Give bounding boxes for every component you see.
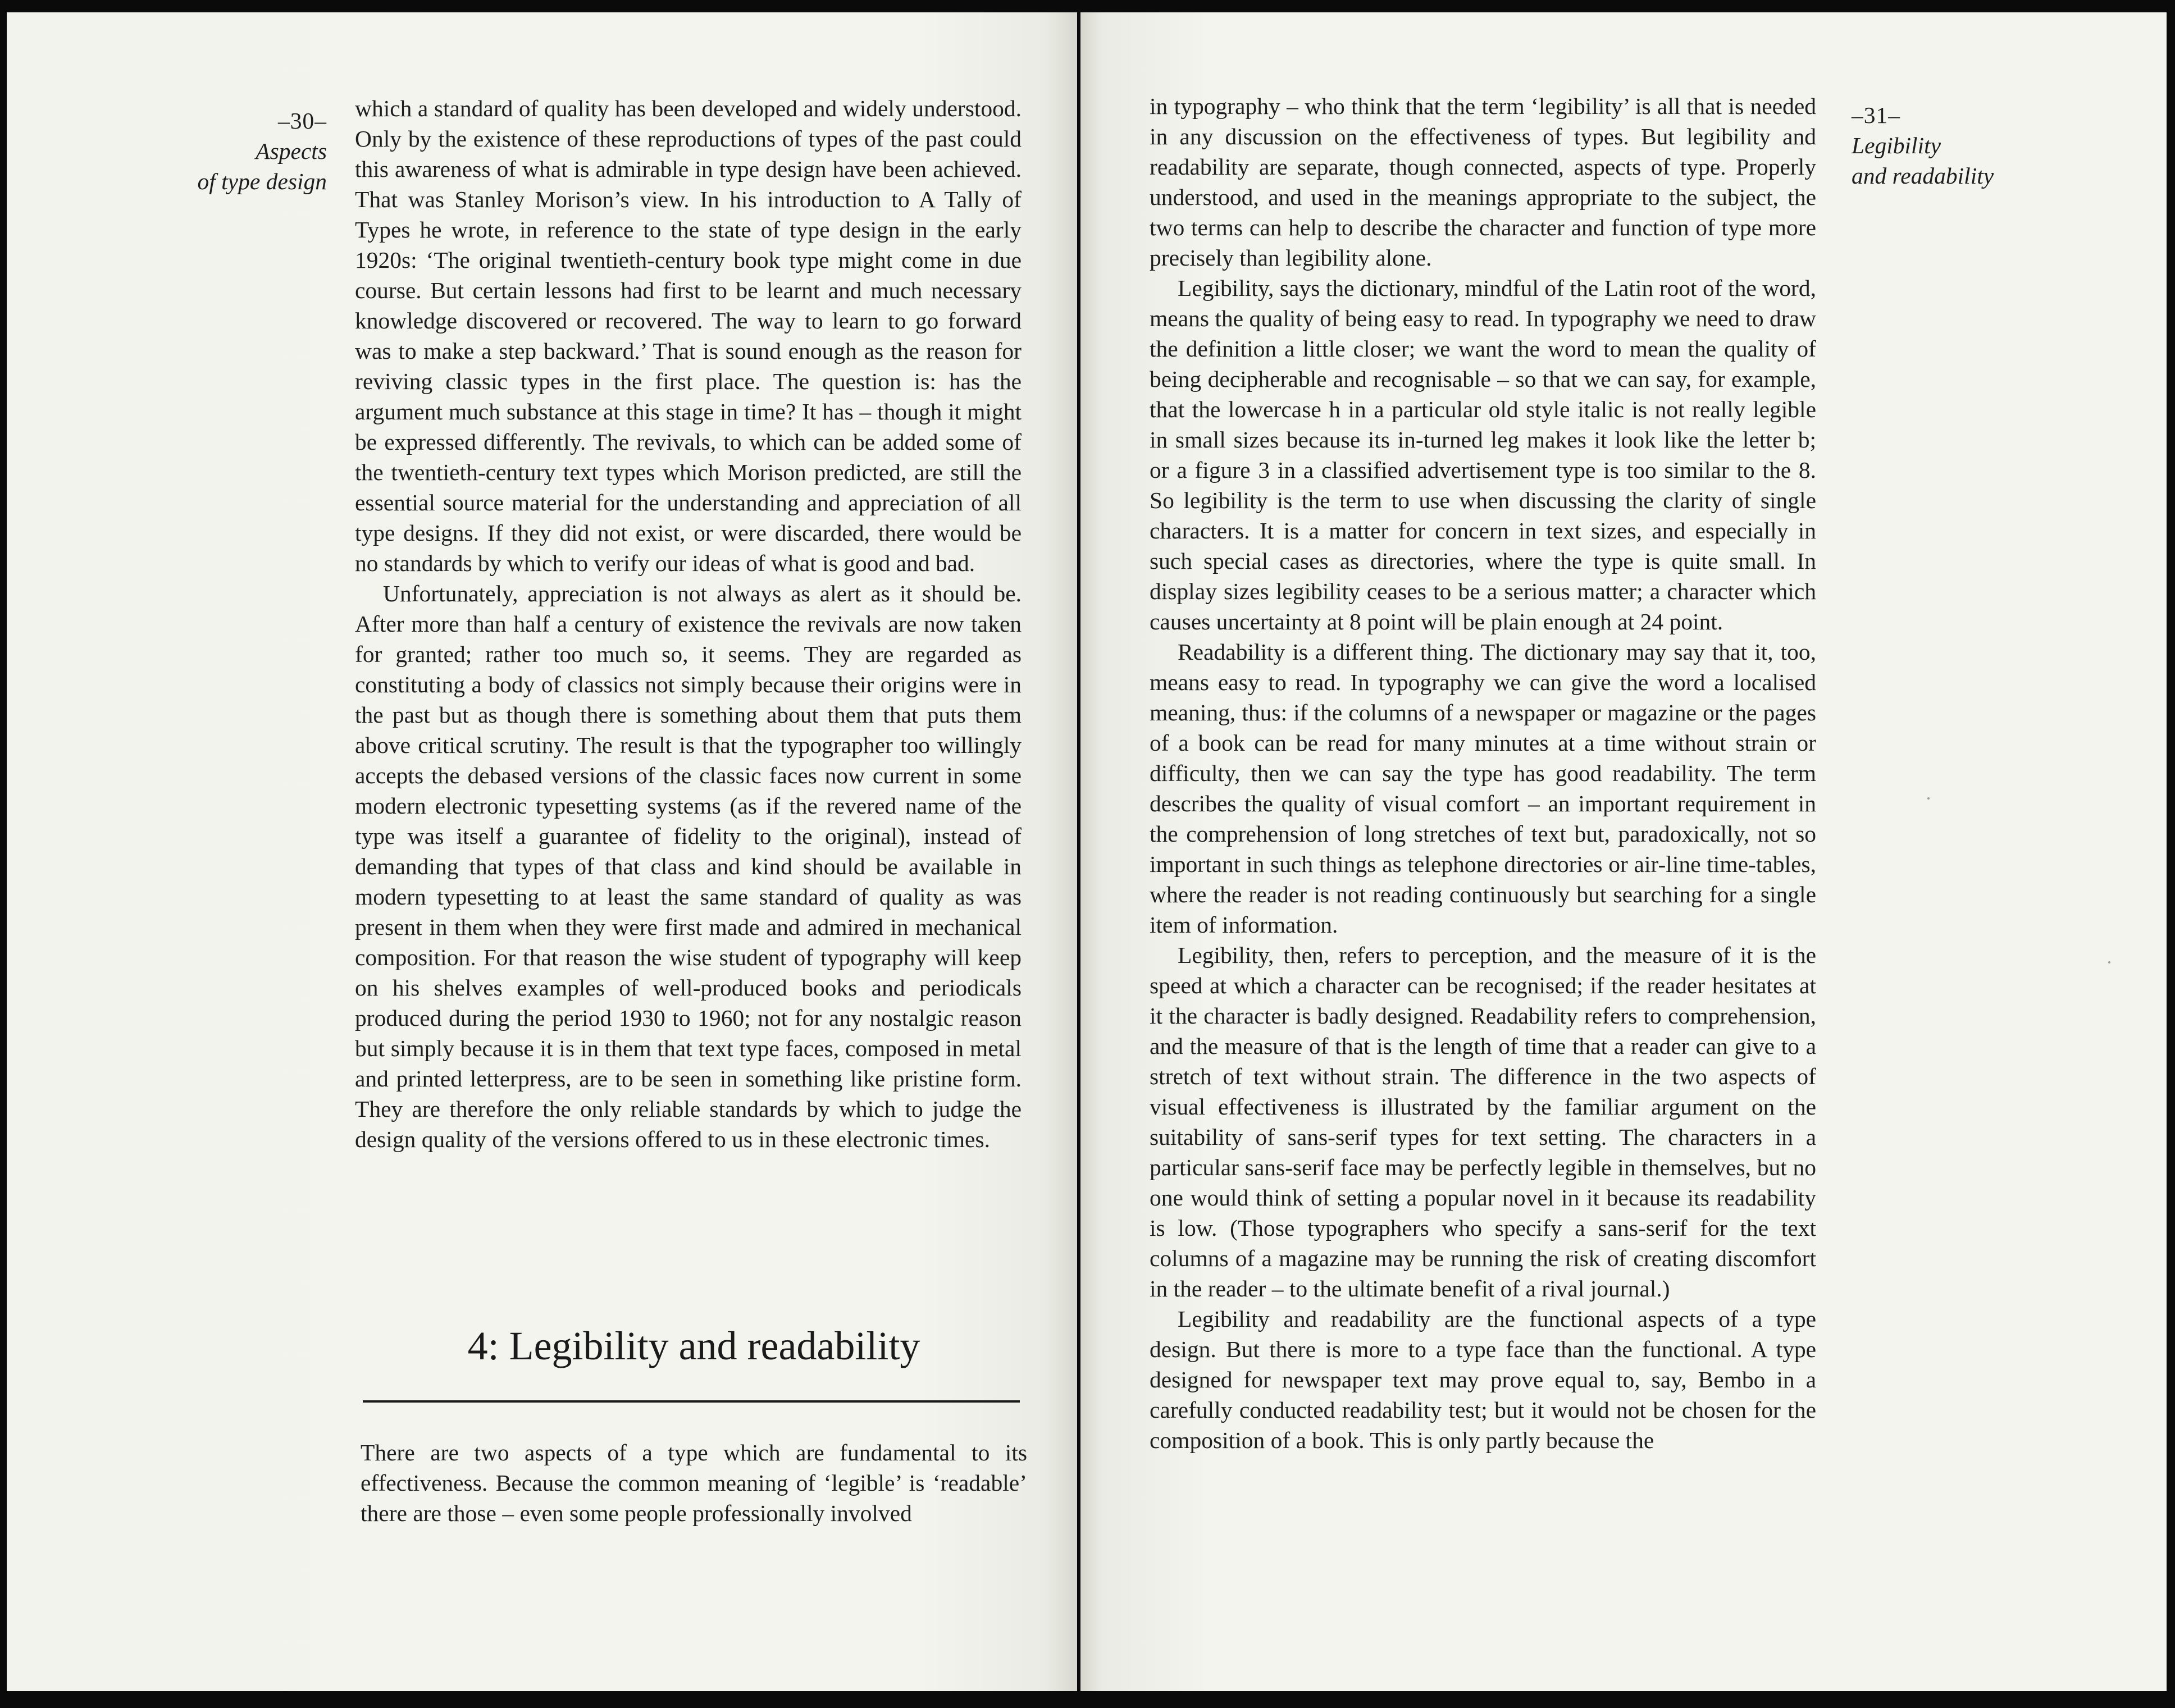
chapter-rule	[363, 1400, 1020, 1403]
right-paragraph-2: Legibility, says the dictionary, mindful of the Latin root of the word, means the quality of being easy to read. In typography we need to draw the definition a little closer; we want the word to mean the quality of being decipherable and recognisable – so that we can say, for example, that the lowercase h in a particular old style italic is not really legible in small sizes because its in-turned leg makes it look like the letter b; or a figure 3 in a classified advertisement type is too similar to the 8. So legibility is the term to use when discussing the clarity of single characters. It is a matter for concern in text sizes, and especially in such special cases as directories, where the type is quite small. In display sizes legibility ceases to be a serious matter; a character which causes uncertainty at 8 point will be plain enough at 24 point.	[1150, 275, 1816, 634]
left-running-head-line-1: Aspects	[256, 138, 327, 164]
right-margin-note	[1852, 100, 2031, 191]
right-running-head-line-2: and readability	[1852, 163, 1994, 189]
left-page	[7, 12, 1077, 1691]
right-paragraph-5: Legibility and readability are the functional aspects of a type design. But there is more to a type face than the functional. A type designed for newspaper text may prove equal to, say, Bembo in a carefully conducted readability test; but it would not be chosen for the composition of a book. This is only partly because the	[1150, 1306, 1816, 1453]
right-page-number: –31–	[1852, 102, 1900, 128]
paper-speck	[1927, 797, 1930, 800]
chapter-heading: 4: Legibility and readability	[467, 1323, 920, 1368]
right-paragraph-4: Legibility, then, refers to perception, and the measure of it is the speed at which a character can be recognised; if the reader hesitates at it the character is badly designed. Readability refers to comprehension, and the measure of that is the length of time that a reader can give to a stretch of text without strain. The difference in the two aspects of visual effectiveness is illustrated by the familiar argument on the suitability of sans-serif types for text setting. The characters in a particular sans-serif face may be perfectly legible in themselves, but no one would think of setting a popular novel in it because its readability is low. (Those typographers who specify a sans-serif for the text columns of a magazine may be running the risk of creating discomfort in the reader – to the ultimate benefit of a rival journal.)	[1150, 942, 1816, 1301]
left-paragraph-1: which a standard of quality has been developed and widely understood. Only by the existence of these reproductions of types of the past could this awareness of what is admirable in type design have been achieved. That was Stanley Morison’s view. In his introduction to A Tally of Types he wrote, in reference to the state of type design in the early 1920s: ‘The original twentieth-century book type might come in due course. But certain lessons had first to be learnt and much necessary knowledge discovered or recovered. The way to learn to go forward was to make a step backward.’ That is sound enough as the reason for reviving classic types in the first place. The question is: has the argument much substance at this stage in time? It has – though it might be expressed differently. The revivals, to which can be added some of the twentieth-century text types which Morison predicted, are still the essential source material for the understanding and appreciation of all type designs. If they did not exist, or were discarded, there would be no standards by which to verify our ideas of what is good and bad.	[355, 95, 1022, 576]
left-paragraph-2: Unfortunately, appreciation is not always as alert as it should be. After more than half a century of existence the revivals are now taken for granted; rather too much so, it seems. They are regarded as constituting a body of classics not simply because their origins were in the past but as though there is something about them that puts them above critical scrutiny. The result is that the typographer too willingly accepts the debased versions of the classic faces now current in some modern electronic typesetting systems (as if the revered name of the type was itself a guarantee of fidelity to the original), instead of demanding that types of that class and kind should be available in modern typesetting to at least the same standard of quality as was present in them when they were first made and admired in mechanical composition. For that reason the wise student of typography will keep on his shelves examples of well-produced books and periodicals produced during the period 1930 to 1960; not for any nostalgic reason but simply because it is in them that text type faces, composed in metal and printed letterpress, are to be seen in something like pristine form. They are therefore the only reliable standards by which to judge the design quality of the versions offered to us in these electronic times.	[355, 581, 1022, 1152]
left-body-text	[355, 93, 1022, 1154]
right-paragraph-3: Readability is a different thing. The dictionary may say that it, too, means easy to read. In typography we can give the word a localised meaning, thus: if the columns of a newspaper or magazine or the pages of a book can be read for many minutes at a time without strain or difficulty, then we can say the type has good readability. The term describes the quality of visual comfort – an important requirement in the comprehension of long stretches of text but, paradoxically, not so important in such things as telephone directories or air-line time-tables, where the reader is not reading continuously but searching for a single item of information.	[1150, 639, 1816, 938]
paper-speck	[2108, 961, 2110, 963]
right-page	[1080, 12, 2167, 1691]
chapter-intro-text	[361, 1437, 1027, 1528]
left-margin-note	[158, 106, 327, 197]
left-running-head-line-2: of type design	[197, 168, 327, 194]
right-paragraph-1: in typography – who think that the term ‘legibility’ is all that is needed in any discussion on the effectiveness of types. But legibility and readability are separate, though connected, aspects of type. Properly understood, and used in the meanings appropriate to the subject, the two terms can help to describe the character and function of type more precisely than legibility alone.	[1150, 93, 1816, 271]
right-body-text	[1150, 91, 1816, 1455]
right-running-head-line-1: Legibility	[1852, 133, 1941, 158]
chapter-intro-paragraph: There are two aspects of a type which are fundamental to its effectiveness. Because the common meaning of ‘legible’ is ‘readable’ there are those – even some people professionally involved	[361, 1440, 1027, 1526]
left-page-number: –30–	[278, 108, 327, 134]
